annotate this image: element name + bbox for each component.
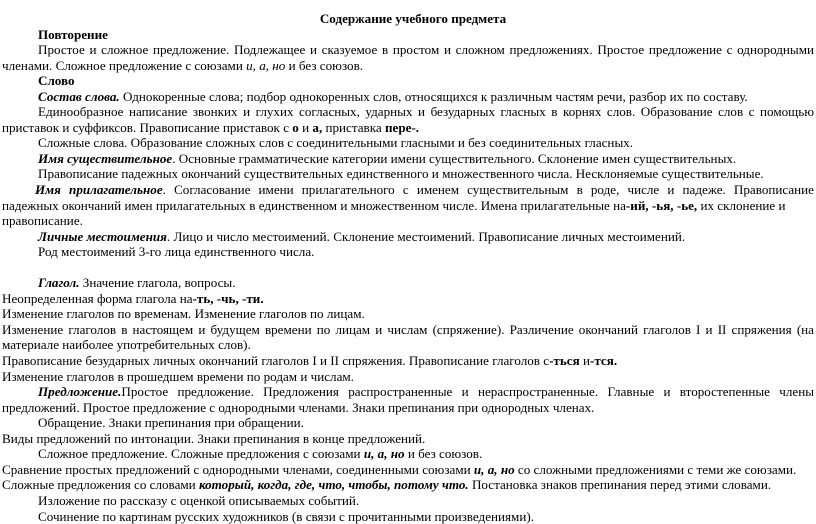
text-run: и без союзов. [404,446,483,462]
text-run: со сложными предложениями с теми же союзами. [514,461,797,477]
text-run: Неопределенная форма глагола на [2,290,193,306]
paragraph-line [2,446,814,462]
paragraph-line: материале наиболее употребительных слов). [2,337,251,353]
bold-italic-run: и, а, но [473,461,515,477]
text-run: падежных окончаний имен прилагательных в единственном и множественном числе. Имена прилагательные на [2,197,626,213]
paragraph-line: Простое и сложное предложение. Подлежащее и сказуемое в простом и сложном предложениях. Простое предложение с однородными [38,42,814,58]
bold-italic-run: и, а, но [363,446,405,462]
text-run: приставок и суффиксов. Правописание приставок с [2,119,293,135]
paragraph-line [2,462,814,478]
text-run: их склонение и [697,197,786,213]
paragraph-line: правописание. [2,213,83,229]
paragraph-line: Изложение по рассказу с оценкой описываемых событий. [38,492,360,508]
paragraph-line [2,291,814,307]
paragraph-line: Изменение глаголов по временам. Изменение глаголов по лицам. [2,306,365,322]
paragraph-line [2,229,814,245]
text-run: Сложные предложения со словами [2,477,199,493]
paragraph-line [2,182,814,198]
subheading-adjective: Имя прилагательное [35,182,163,198]
paragraph-line [2,353,814,369]
subheading-verb: Глагол. [38,275,80,291]
text-run: Постановка знаков препинания перед этими словами. [468,477,772,493]
paragraph-line: Изменение глаголов в прошедшем времени по родам и числам. [2,368,354,384]
paragraph-line: Род местоимений 3-го лица единственного числа. [38,244,315,260]
paragraph-line [2,384,814,400]
section-heading-repeat: Повторение [38,26,108,42]
text-run: Сложное предложение. Сложные предложения с союзами [38,446,364,462]
paragraph-line [2,198,814,214]
text-run: приставка [322,119,385,135]
bold-run: а, [312,119,323,135]
paragraph-line [2,58,814,74]
text-run: и без союзов. [285,57,364,73]
bold-run: -ий, -ья, -ье, [625,197,698,213]
subheading-noun: Имя существительное [38,150,173,166]
italic-run: и, а, но [246,57,286,73]
subheading-composition: Состав слова. [38,88,120,104]
bold-italic-run: который, когда, где, что, чтобы, потому что. [198,477,469,493]
text-run: членами. Сложное предложение с союзами [2,57,247,73]
paragraph-line: предложений. Простое предложение с однородными членами. Знаки препинания при однородных членах. [2,399,595,415]
section-heading-word: Слово [38,73,75,89]
paragraph-line: Правописание падежных окончаний существительных единственного и множественного числа. Несклоняемые существительные. [38,166,764,182]
paragraph-line [2,120,814,136]
text-run: Значение глагола, вопросы. [79,275,236,291]
paragraph-line [2,275,814,291]
paragraph-line: Сложные слова. Образование сложных слов с соединительными гласными и без соединительных гласных. [38,135,634,151]
text-run: Простое предложение. Предложения распространенные и нераспространенные. Главные и второстепенные члены [121,384,814,400]
paragraph-line: Единообразное написание звонких и глухих согласных, ударных и безударных гласных в корнях слов. Образование слов с помощью [38,104,814,120]
text-run: и [579,353,590,369]
bold-run: -ть, -чь, -ти. [192,290,264,306]
bold-run: о [292,119,299,135]
text-run: . Основные грамматические категории имени существительного. Склонение имен существительных. [172,150,737,166]
text-run: . Согласование имени прилагательного с именем существительным в роде, числе и падеже. Правописание [162,182,814,198]
text-run: и [298,119,313,135]
document-page [2,11,814,524]
text-run: . Лицо и число местоимений. Склонение местоимений. Правописание личных местоимений. [166,228,686,244]
bold-run: пере-. [385,119,420,135]
bold-run: -тся. [589,353,618,369]
paragraph-line [2,151,814,167]
text-run: Правописание безударных личных окончаний глаголов I и II спряжения. Правописание глаголов с [2,353,550,369]
text-run: Однокоренные слова; подбор однокоренных слов, относящихся к различным частям речи, разбор их по составу. [119,88,748,104]
text-run: Сравнение простых предложений с однородными членами, соединенными союзами [2,461,474,477]
blank-line [2,260,814,276]
bold-run: -ться [549,353,580,369]
paragraph-line: Обращение. Знаки препинания при обращении. [38,415,304,431]
paragraph-line: Виды предложений по интонации. Знаки препинания в конце предложений. [2,430,426,446]
paragraph-line: Сочинение по картинам русских художников (в связи с прочитанными произведениями). [38,508,534,524]
subheading-sentence: Предложение. [38,384,122,400]
paragraph-line: Изменение глаголов в настоящем и будущем времени по лицам и числам (спряжение). Различение окончаний глаголов I и II спряжения (на [2,321,814,337]
subheading-pronoun: Личные местоимения [38,228,167,244]
paragraph-line [2,477,814,493]
document-title: Содержание учебного предмета [319,11,507,26]
paragraph-line [2,89,814,105]
